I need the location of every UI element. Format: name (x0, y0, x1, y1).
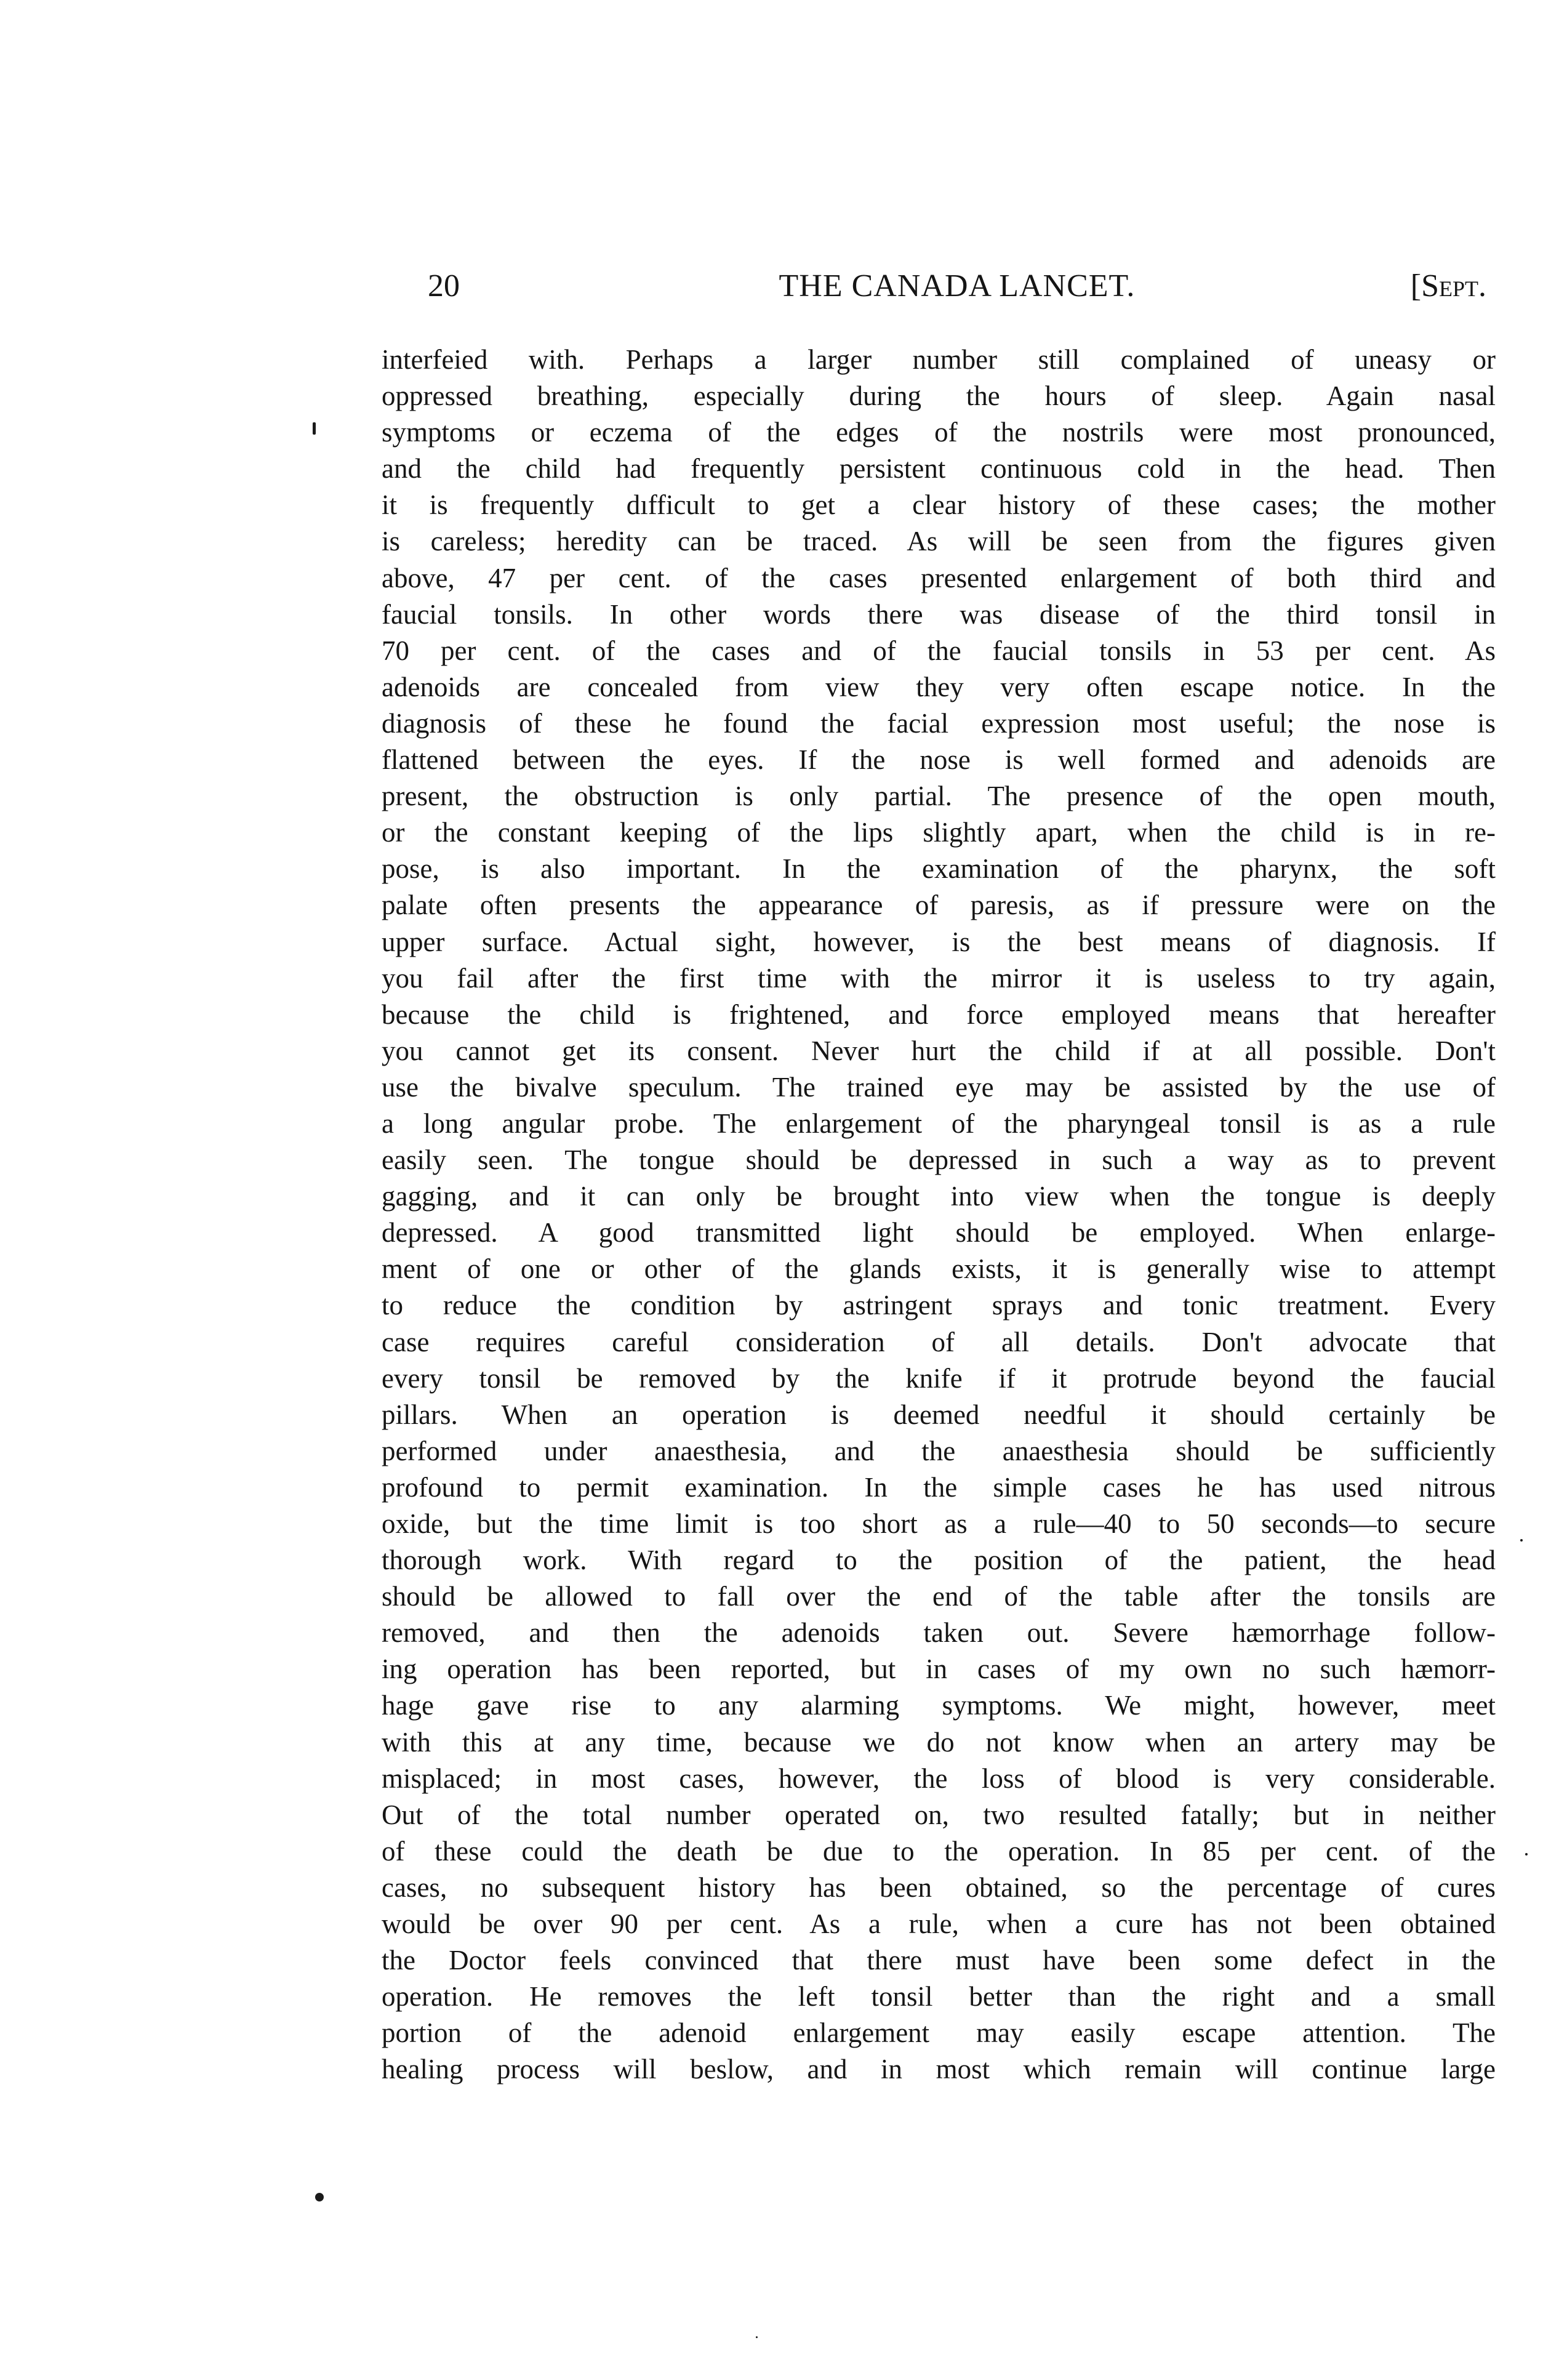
scan-speck (313, 422, 316, 435)
text-line: and the child had frequently persistent continuous cold in the head. Then (382, 453, 1496, 484)
scan-speck (1520, 1539, 1523, 1542)
text-line: is careless; heredity can be traced. As will be seen from the figures given (382, 526, 1496, 557)
text-line: the Doctor feels convinced that there must have been some defect in the (382, 1945, 1496, 1976)
text-line: would be over 90 per cent. As a rule, when a cure has not been obtained (382, 1908, 1496, 1940)
text-line: profound to permit examination. In the simple cases he has used nitrous (382, 1471, 1496, 1503)
text-line: palate often presents the appearance of paresis, as if pressure were on the (382, 890, 1496, 921)
text-line: faucial tonsils. In other words there was disease of the third tonsil in (382, 598, 1496, 630)
journal-title: THE CANADA LANCET. (779, 268, 1136, 304)
scan-speck (315, 2193, 324, 2201)
text-line: pose, is also important. In the examination of the pharynx, the soft (382, 853, 1496, 885)
text-line: above, 47 per cent. of the cases presented enlargement of both third and (382, 562, 1496, 593)
text-line: gagging, and it can only be brought into view when the tongue is deeply (382, 1181, 1496, 1212)
text-line: misplaced; in most cases, however, the loss of blood is very considerable. (382, 1763, 1496, 1794)
text-line: Out of the total number operated on, two resulted fatally; but in neither (382, 1799, 1496, 1830)
text-line: it is frequently dıfficult to get a clear history of these cases; the mother (382, 489, 1496, 521)
text-line: ing operation has been reported, but in cases of my own no such hæmorr- (382, 1654, 1496, 1685)
running-head (428, 265, 1486, 308)
text-line: diagnosis of these he found the facial expression most useful; the nose is (382, 707, 1496, 739)
text-line: ment of one or other of the glands exists, it is generally wise to attempt (382, 1253, 1496, 1285)
text-line: adenoids are concealed from view they very often escape notice. In the (382, 671, 1496, 702)
text-line: a long angular probe. The enlargement of the pharyngeal tonsil is as a rule (382, 1108, 1496, 1139)
text-line: symptoms or eczema of the edges of the nostrils were most pronounced, (382, 417, 1496, 448)
text-line: upper surface. Actual sight, however, is the best means of diagnosis. If (382, 926, 1496, 957)
text-line: depressed. A good transmitted light should be employed. When enlarge- (382, 1217, 1496, 1248)
text-line: with this at any time, because we do not know when an artery may be (382, 1726, 1496, 1758)
text-line: portion of the adenoid enlargement may easily escape attention. The (382, 2017, 1496, 2049)
page-number: 20 (428, 268, 460, 304)
text-line: of these could the death be due to the operation. In 85 per cent. of the (382, 1835, 1496, 1867)
text-line: should be allowed to fall over the end of the table after the tonsils are (382, 1581, 1496, 1612)
text-line: because the child is frightened, and force employed means that hereafter (382, 999, 1496, 1030)
text-line: hage gave rise to any alarming symptoms. We might, however, meet (382, 1690, 1496, 1721)
text-line: performed under anaesthesia, and the anaesthesia should be sufficiently (382, 1435, 1496, 1466)
text-line: use the bivalve speculum. The trained eye may be assisted by the use of (382, 1071, 1496, 1103)
body-text (382, 342, 1496, 2088)
text-line: 70 per cent. of the cases and of the faucial tonsils in 53 per cent. As (382, 635, 1496, 666)
text-line: pillars. When an operation is deemed needful it should certainly be (382, 1399, 1496, 1430)
text-line: or the constant keeping of the lips slightly apart, when the child is in re- (382, 817, 1496, 848)
text-line: thorough work. With regard to the position of the patient, the head (382, 1545, 1496, 1576)
scan-speck (1525, 1853, 1528, 1855)
text-line: you fail after the first time with the mirror it is useless to try again, (382, 962, 1496, 994)
text-line: you cannot get its consent. Never hurt the child if at all possible. Don't (382, 1035, 1496, 1066)
text-line: oxide, but the time limit is too short as a rule—40 to 50 seconds—to secure (382, 1508, 1496, 1539)
text-line: flattened between the eyes. If the nose is well formed and adenoids are (382, 744, 1496, 776)
text-line: easily seen. The tongue should be depressed in such a way as to prevent (382, 1144, 1496, 1176)
text-line: operation. He removes the left tonsil better than the right and a small (382, 1981, 1496, 2012)
scan-speck (756, 2336, 758, 2338)
text-line: removed, and then the adenoids taken out. Severe hæmorrhage follow- (382, 1617, 1496, 1649)
text-line: to reduce the condition by astringent sprays and tonic treatment. Every (382, 1290, 1496, 1321)
section-mark: [Sept. (1410, 268, 1486, 304)
text-line: oppressed breathing, especially during the hours of sleep. Again nasal (382, 380, 1496, 412)
text-line: every tonsil be removed by the knife if it protrude beyond the faucial (382, 1362, 1496, 1394)
text-line: cases, no subsequent history has been obtained, so the percentage of cures (382, 1871, 1496, 1903)
text-line: case requires careful consideration of all details. Don't advocate that (382, 1326, 1496, 1357)
text-line: interfeied with. Perhaps a larger number still complained of uneasy or (382, 344, 1496, 375)
text-line: healing process will beslow, and in most which remain will continue large (382, 2054, 1496, 2085)
text-line: present, the obstruction is only partial. The presence of the open mouth, (382, 781, 1496, 812)
